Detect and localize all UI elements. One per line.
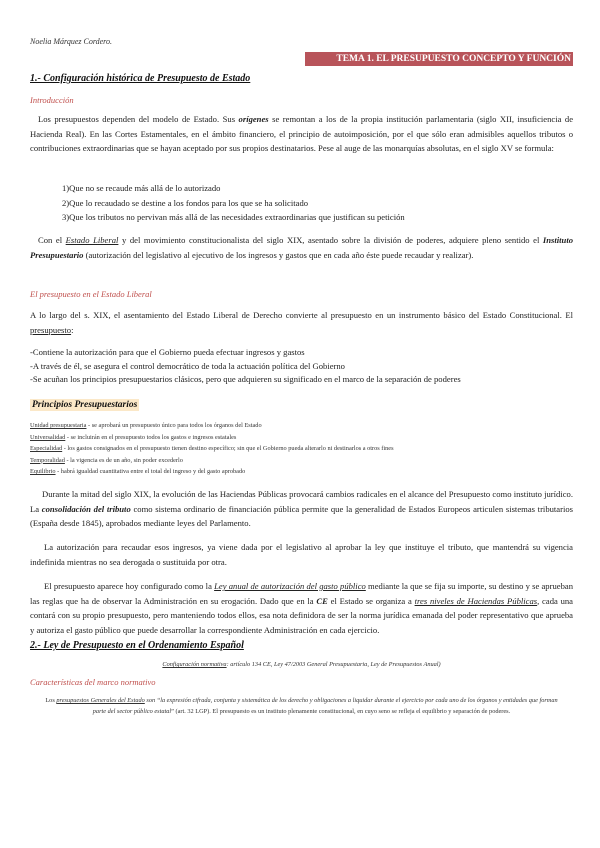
principles-list xyxy=(30,420,394,478)
intro-label: Introducción xyxy=(30,95,74,105)
liberal-paragraph: Con el Estado Liberal y del movimiento constitucionalista del siglo XIX, asentado sobre la división de poderes, adquiere pleno sentido el Instituto Presupuestario (autorización del legislativo al ejecutivo de los ingresos y gastos que en cada año éste puede recaudar y realizar). xyxy=(30,235,574,260)
marco-label: Características del marco normativo xyxy=(30,677,156,687)
list-item: -Se acuñan los principios presupuestarios clásicos, pero que adquieren su significado en el marco de la separación de poderes xyxy=(30,374,461,384)
list-item: Temporalidad - la vigencia es de un año, sin poder excederlo xyxy=(30,456,183,464)
list-item: Especialidad - los gastos consignados en el presupuesto tienen destino específico; sin que el Gobierno pueda alterarlo ni destinarlos a otros fines xyxy=(30,445,394,452)
formula-list xyxy=(62,181,405,225)
document-title: TEMA 1. EL PRESUPUESTO CONCEPTO Y FUNCIÓN xyxy=(305,52,573,66)
ley-anual-paragraph: El presupuesto aparece hoy configurado como la Ley anual de autorización del gasto público mediante la que se fija su importe, su destino y se aprueban las reglas que ha de observar la Administración en su erogación. Dado que en la CE el Estado se organiza a tres niveles de Haciendas Públicas, cada una contará con su propio presupuesto, pero manteniendo todos ellos, esa nota definidora de ser la norma jurídica emanada del poder representativo que aprueba y autoriza el gasto público que puede desarrollar la correspondiente Administración en cada ejercicio. xyxy=(30,581,573,635)
liberal-label: El presupuesto en el Estado Liberal xyxy=(30,289,152,299)
presupuesto-features xyxy=(30,346,461,387)
section1-heading: 1.- Configuración histórica de Presupuesto de Estado xyxy=(30,73,251,84)
authorization-paragraph: La autorización para recaudar esos ingresos, ya viene dada por el legislativo al aprobar la ley que instituye el tributo, que mantendrá su vigencia indefinida mientras no sea derogada o sustituida por otra. xyxy=(30,542,573,567)
pge-definition: Los presupuestos Generales del Estado son “la expresión cifrada, conjunta y sistemática de los derecho y obligaciones a liquidar durante el ejercicio por cada uno de los órganos y entidades que forman parte del sector público estatal” (art. 32 LGP). El presupuesto es un instituto plenamente constitucional, en cuyo seno se refleja el equilibrio y separación de poderes. xyxy=(45,697,558,715)
liberal-state-paragraph: A lo largo del s. XIX, el asentamiento del Estado Liberal de Derecho convierte al presupuesto en un instrumento básico del Estado Constitucional. El presupuesto: xyxy=(30,310,573,335)
list-item: 2)Que lo recaudado se destine a los fondos para los que se ha solicitado xyxy=(62,197,309,208)
list-item: 1)Que no se recaude más allá de lo autorizado xyxy=(62,183,221,193)
author-name: Noelia Márquez Cordero. xyxy=(30,37,112,46)
list-item: -Contiene la autorización para que el Gobierno pueda efectuar ingresos y gastos xyxy=(30,347,305,357)
list-item: -A través de él, se asegura el control democrático de toda la actuación política del Gobierno xyxy=(30,360,345,371)
normative-config: Configuración normativa: artículo 134 CE, Ley 47/2003 General Presupuestaria, Ley de Presupuestos Anual) xyxy=(162,661,441,668)
list-item: 3)Que los tributos no pervivan más allá de las necesidades extraordinarias que justifican su petición xyxy=(62,212,405,222)
list-item: Equilibrio - habrá igualdad cuantitativa entre el total del ingreso y del gasto aprobado xyxy=(30,468,246,475)
principles-heading: Principios Presupuestarios xyxy=(32,400,138,410)
list-item: Unidad presupuestaria - se aprobará un presupuesto único para todos los órganos del Estado xyxy=(30,422,262,429)
list-item: Universalidad - se incluirán en el presupuesto todos los gastos e ingresos estatales xyxy=(30,433,237,441)
tributo-paragraph: Durante la mitad del siglo XIX, la evolución de las Haciendas Públicas provocará cambios radicales en el alcance del Presupuesto como instituto jurídico. La consolidación del tributo como sistema ordinario de financiación pública permite que la generalidad de Estados Europeos articulen sistemas tributarios (España desde 1845), aprobados mediante leyes del Parlamento. xyxy=(30,489,573,528)
intro-paragraph: Los presupuestos dependen del modelo de Estado. Sus orígenes se remontan a los de la propia institución parlamentaria (siglo XII, insuficiencia de Hacienda Real). En las Cortes Estamentales, en el ámbito financiero, el principio de autoimposición, por el que sólo eran admisibles aquellos tributos o contribuciones extraordinarias que se hayan aceptado por sus propios destinatarios. Pese al auge de las monarquías absolutas, en el siglo XV se formula: xyxy=(30,114,574,153)
section2-heading: 2.- Ley de Presupuesto en el Ordenamiento Español xyxy=(30,640,244,651)
